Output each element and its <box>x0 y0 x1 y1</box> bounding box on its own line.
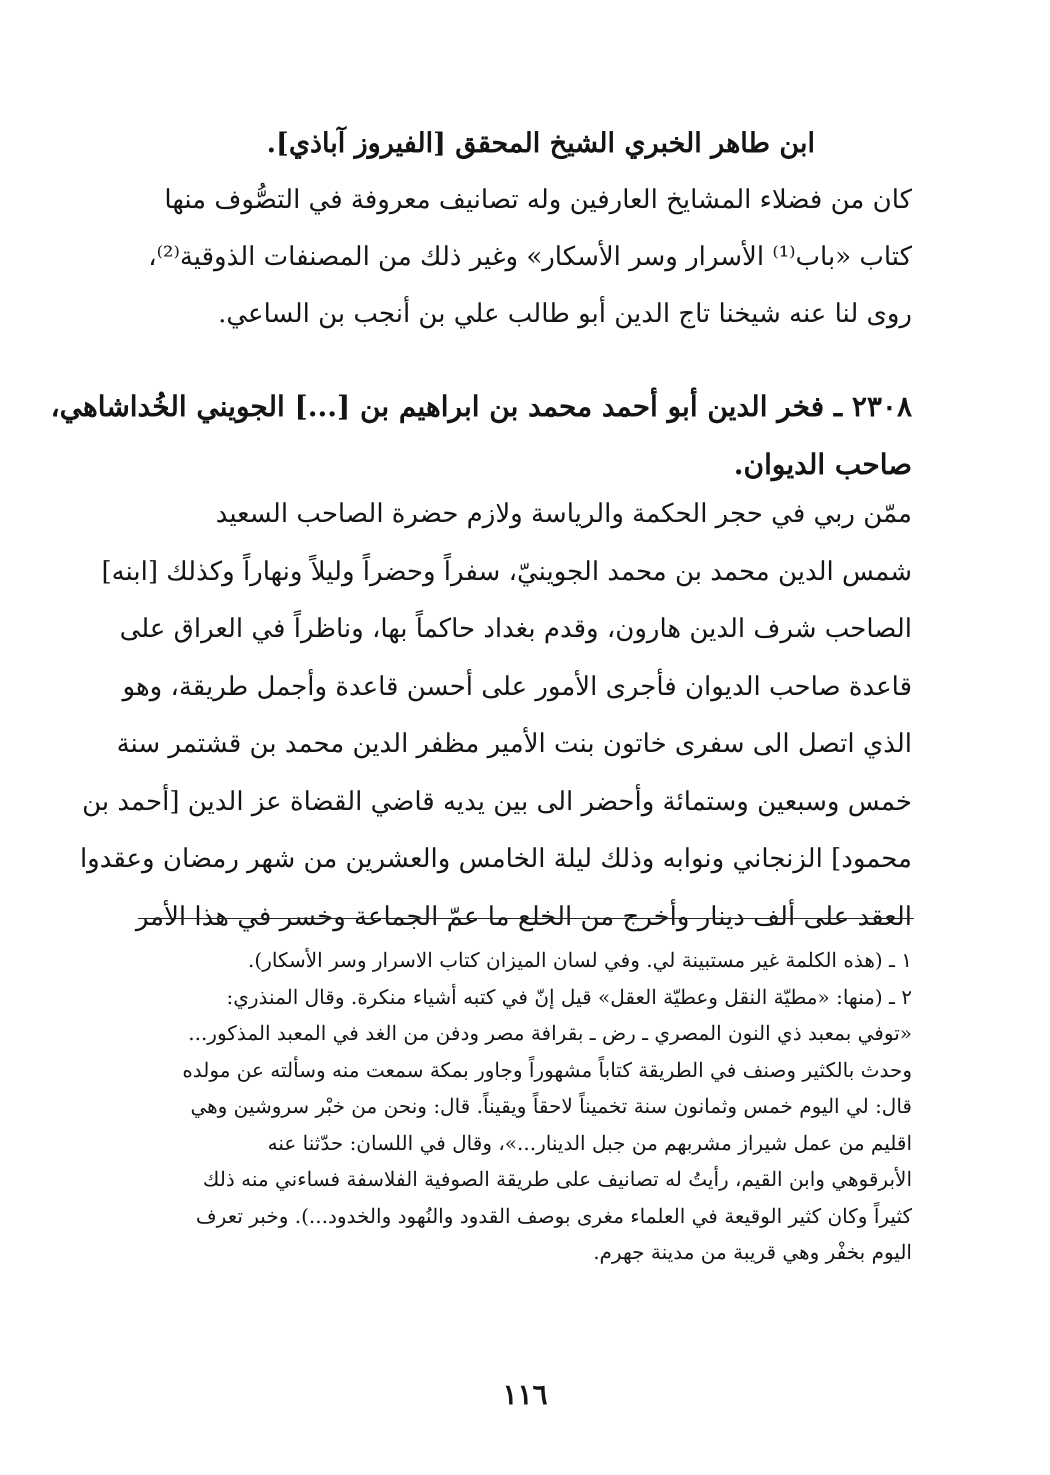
footnote-line: «توفي بمعبد ذي النون المصري ـ رض ـ بقرافة مصر ودفن من الغد في المعبد المذكور... <box>188 1021 912 1045</box>
footnote-divider <box>138 918 914 919</box>
footnote-line: ٢ ـ (منها: «مطيّة النقل وعطيّة العقل» قيل إنّ في كتبه أشياء منكرة. وقال المنذري: <box>226 984 912 1009</box>
title-line: ٢٣٠٨ ـ فخر الدين أبو أحمد محمد بن ابراهيم بن [...] الجويني الخُداشاهي، <box>50 390 912 423</box>
entry-paragraph-1 <box>140 172 912 343</box>
text-line: محمود] الزنجاني ونوابه وذلك ليلة الخامس والعشرين من شهر رمضان وعقدوا <box>79 844 912 874</box>
text-line: قاعدة صاحب الديوان فأجرى الأمور على أحسن قاعدة وأجمل طريقة، وهو <box>122 671 912 702</box>
text-line: روى لنا عنه شيخنا تاج الدين أبو طالب علي بن أنجب بن الساعي. <box>218 299 912 329</box>
footnote-line: اقليم من عمل شيراز مشربهم من جبل الدينار...»، وقال في اللسان: حدّثنا عنه <box>267 1130 912 1155</box>
text-line: خمس وسبعين وستمائة وأحضر الى بين يديه قاضي القضاة عز الدين [أحمد بن <box>82 786 912 817</box>
footnote-line: قال: لي اليوم خمس وثمانون سنة تخميناً لاحقاً ويقيناً. قال: ونحن من خبْر سروشين وهي <box>190 1094 912 1118</box>
continued-entry-heading <box>135 116 815 172</box>
footnote-line: الأبرقوهي وابن القيم، رأيتُ له تصانيف على طريقة الصوفية الفلاسفة فساءني منه ذلك <box>202 1167 912 1191</box>
footnote-line: ١ ـ (هذه الكلمة غير مستبينة لي. وفي لسان الميزان كتاب الاسرار وسر الأسكار). <box>248 948 912 972</box>
footnote-line: كثيراً وكان كثير الوقيعة في العلماء مغرى بوصف القدود والنُهود والخدود...). وخبر تعرف <box>195 1203 912 1228</box>
footnote-line: وحدث بالكثير وصنف في الطريقة كتاباً مشهوراً وجاور بمكة سمعت منه وسألته عن مولده <box>182 1057 912 1082</box>
text-line: كتاب «باب⁽¹⁾ الأسرار وسر الأسكار» وغير ذلك من المصنفات الذوقية⁽²⁾، <box>148 242 912 272</box>
title-line: صاحب الديوان. <box>733 448 912 481</box>
text-line: ممّن ربي في حجر الحكمة والرياسة ولازم حضرة الصاحب السعيد <box>215 499 912 529</box>
entry-2308-title <box>50 378 912 494</box>
footnotes <box>140 942 912 1271</box>
entry-2308-body <box>79 486 912 946</box>
page-number: ١١٦ <box>502 1378 548 1411</box>
text-line: العقد على ألف دينار وأخرج من الخلع ما عمّ الجماعة وخسر في هذا الأمر <box>135 901 912 932</box>
heading-line: ابن طاهر الخبري الشيخ المحقق [الفيروز آباذي]. <box>266 128 815 159</box>
text-line: شمس الدين محمد بن محمد الجوينيّ، سفراً وحضراً وليلاً ونهاراً وكذلك [ابنه] <box>101 556 912 587</box>
footnote-line: اليوم بخفْر وهي قريبة من مدينة جهرم. <box>593 1240 912 1264</box>
text-line: كان من فضلاء المشايخ العارفين وله تصانيف معروفة في التصُّوف منها <box>164 185 912 215</box>
text-line: الذي اتصل الى سفرى خاتون بنت الأمير مظفر الدين محمد بن قشتمر سنة <box>116 729 912 759</box>
text-line: الصاحب شرف الدين هارون، وقدم بغداد حاكماً بها، وناظراً في العراق على <box>119 614 912 644</box>
